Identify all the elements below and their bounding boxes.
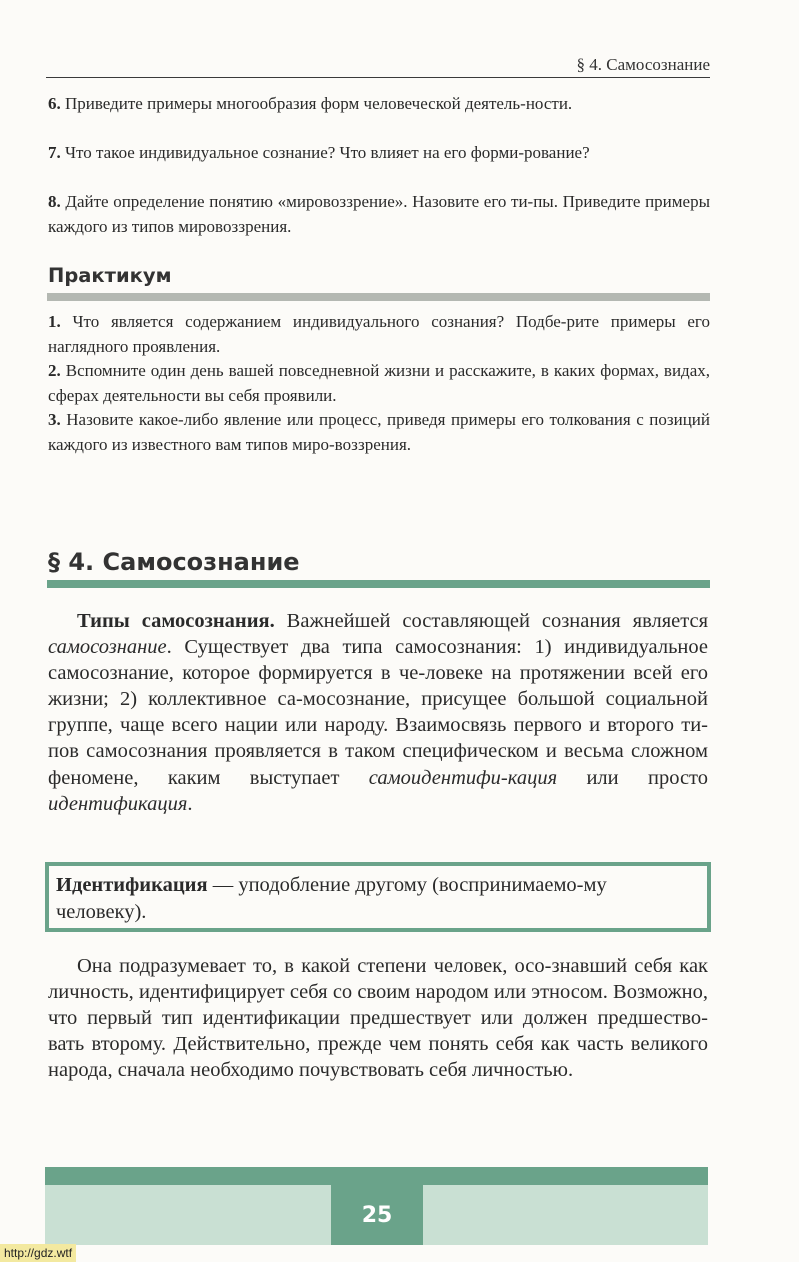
practicum-text: Вспомните один день вашей повседневной жизни и расскажите, в каких формах, видах, сферах деятельности вы себя проявили. bbox=[48, 361, 710, 405]
question-number: 7. bbox=[48, 143, 61, 162]
practicum-number: 1. bbox=[48, 312, 61, 331]
practicum-divider bbox=[47, 293, 710, 301]
question-text: Что такое индивидуальное сознание? Что влияет на его форми-рование? bbox=[60, 143, 590, 162]
running-header-text: § 4. Самосознание bbox=[576, 55, 710, 74]
definition-term: Идентификация bbox=[56, 874, 208, 896]
section-paragraph-1 bbox=[48, 608, 708, 817]
question-number: 8. bbox=[48, 192, 61, 211]
practicum-item-3 bbox=[48, 408, 710, 457]
page-number: 25 bbox=[361, 1203, 393, 1228]
term-italic: идентификация bbox=[48, 792, 188, 815]
practicum-item-2 bbox=[48, 359, 710, 408]
question-7 bbox=[48, 141, 710, 166]
section-title: § 4. Самосознание bbox=[48, 548, 300, 576]
question-text: Приведите примеры многообразия форм человеческой деятель-ности. bbox=[60, 94, 573, 113]
footer-left-panel bbox=[45, 1185, 331, 1245]
practicum-title: Практикум bbox=[48, 264, 172, 287]
definition-body: — уподобление другому (воспринимаемо-му человеку). bbox=[56, 874, 607, 923]
practicum-number: 3. bbox=[48, 410, 61, 429]
question-6 bbox=[48, 92, 710, 117]
paragraph-text: Важнейшей составляющей сознания является bbox=[274, 610, 708, 632]
question-text: Дайте определение понятию «мировоззрение». Назовите его ти-пы. Приведите примеры каждого из типов мировоззрения. bbox=[48, 192, 710, 236]
term-italic: самоидентифи-кация bbox=[368, 766, 558, 789]
paragraph-text: . Существует два типа самосознания: 1) индивидуальное самосознание, которое формируется в че-ловеке на протяжении всей его жизни; 2) коллективное са-мосознание, присущее большой социальной группе, чаще всего нации или народу. Взаимосвязь первого и второго ти-пов самосознания проявляется в таком специфическом и весьма сложном феномене, каким выступает bbox=[48, 636, 708, 789]
practicum-text: Назовите какое-либо явление или процесс, приведя примеры его толкования с позиций каждого из известного вам типов миро-воззрения. bbox=[48, 410, 710, 454]
footer-band bbox=[45, 1167, 708, 1185]
paragraph-text: или просто bbox=[557, 766, 708, 789]
footer-right-panel bbox=[423, 1185, 708, 1245]
watermark-link[interactable]: http://gdz.wtf bbox=[0, 1244, 76, 1262]
practicum-text: Что является содержанием индивидуального сознания? Подбе-рите примеры его наглядного проявления. bbox=[48, 312, 710, 356]
section-divider bbox=[47, 580, 710, 588]
question-number: 6. bbox=[48, 94, 61, 113]
practicum-item-1 bbox=[48, 310, 710, 359]
practicum-number: 2. bbox=[48, 361, 61, 380]
paragraph-lead: Типы самосознания. bbox=[77, 610, 275, 632]
term-italic: самосознание bbox=[48, 636, 167, 659]
definition-text bbox=[56, 872, 696, 925]
paragraph-text: . bbox=[187, 792, 193, 815]
section-paragraph-2: Она подразумевает то, в какой степени человек, осо-знавший себя как личность, идентифицирует себя со своим народом или этносом. Возможно, что первый тип идентификации предшествует или должен предшество-вать второму. Действительно, прежде чем понять себя как часть великого народа, сначала необходимо почувствовать себя личностью. bbox=[48, 955, 708, 1082]
running-header bbox=[46, 55, 710, 78]
question-8 bbox=[48, 190, 710, 239]
